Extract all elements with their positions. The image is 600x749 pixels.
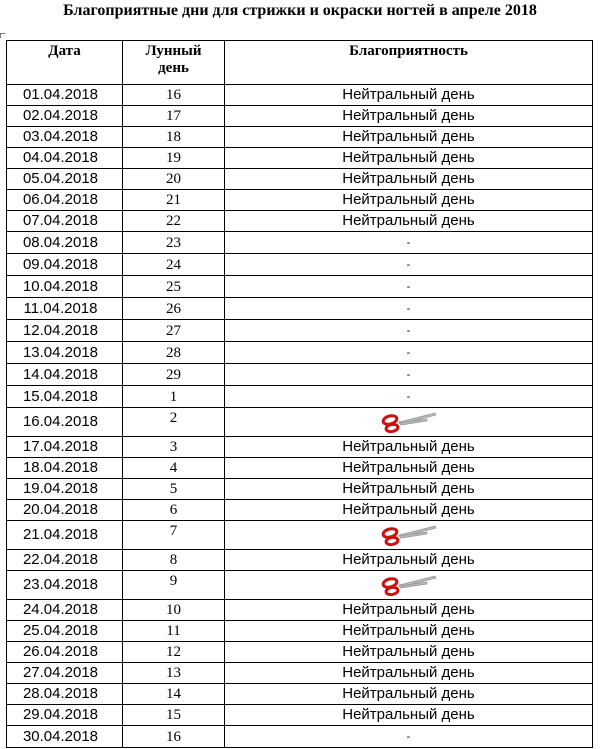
cell-favorability bbox=[225, 232, 593, 254]
cell-favorability bbox=[225, 386, 593, 408]
cell-date: 08.04.2018 bbox=[7, 232, 123, 254]
table-row bbox=[7, 550, 593, 571]
cell-favorability bbox=[225, 621, 593, 642]
cell-moon-day: 17 bbox=[123, 106, 225, 127]
neutral-day-text: Нейтральный день bbox=[342, 438, 475, 455]
table-row bbox=[7, 600, 593, 621]
cell-date: 24.04.2018 bbox=[7, 600, 123, 621]
cell-date: 22.04.2018 bbox=[7, 550, 123, 571]
table-anchor-mark bbox=[0, 33, 5, 38]
neutral-day-text: Нейтральный день bbox=[342, 480, 475, 497]
table-row bbox=[7, 458, 593, 479]
table-row bbox=[7, 726, 593, 748]
dash-text: - bbox=[406, 303, 411, 315]
scissors-icon bbox=[381, 410, 437, 434]
table-row bbox=[7, 342, 593, 364]
table-row bbox=[7, 437, 593, 458]
table-row bbox=[7, 386, 593, 408]
cell-favorability bbox=[225, 500, 593, 521]
header-moon-line2: день bbox=[158, 60, 189, 76]
cell-moon-day: 28 bbox=[123, 342, 225, 364]
cell-favorability bbox=[225, 571, 593, 600]
dash-text: - bbox=[406, 237, 411, 249]
cell-date: 07.04.2018 bbox=[7, 211, 123, 232]
cell-favorability bbox=[225, 726, 593, 748]
table-row bbox=[7, 642, 593, 663]
cell-date: 13.04.2018 bbox=[7, 342, 123, 364]
cell-date: 12.04.2018 bbox=[7, 320, 123, 342]
table-row bbox=[7, 190, 593, 211]
cell-favorability bbox=[225, 276, 593, 298]
table-row bbox=[7, 298, 593, 320]
cell-favorability bbox=[225, 458, 593, 479]
table-row bbox=[7, 106, 593, 127]
table-body bbox=[7, 85, 593, 748]
neutral-day-text: Нейтральный день bbox=[342, 212, 475, 229]
scissors-icon bbox=[381, 573, 437, 597]
neutral-day-text: Нейтральный день bbox=[342, 685, 475, 702]
dash-text: - bbox=[406, 369, 411, 381]
cell-moon-day: 29 bbox=[123, 364, 225, 386]
cell-moon-day: 23 bbox=[123, 232, 225, 254]
cell-date: 05.04.2018 bbox=[7, 169, 123, 190]
header-date: Дата bbox=[7, 41, 123, 85]
cell-moon-day: 27 bbox=[123, 320, 225, 342]
cell-date: 29.04.2018 bbox=[7, 705, 123, 726]
cell-date: 14.04.2018 bbox=[7, 364, 123, 386]
neutral-day-text: Нейтральный день bbox=[342, 706, 475, 723]
cell-moon-day: 19 bbox=[123, 148, 225, 169]
cell-moon-day: 24 bbox=[123, 254, 225, 276]
table-row bbox=[7, 500, 593, 521]
dash-text: - bbox=[406, 259, 411, 271]
cell-date: 04.04.2018 bbox=[7, 148, 123, 169]
neutral-day-text: Нейтральный день bbox=[342, 191, 475, 208]
table-row bbox=[7, 479, 593, 500]
cell-date: 01.04.2018 bbox=[7, 85, 123, 106]
neutral-day-text: Нейтральный день bbox=[342, 170, 475, 187]
neutral-day-text: Нейтральный день bbox=[342, 107, 475, 124]
table-row bbox=[7, 408, 593, 437]
cell-moon-day: 18 bbox=[123, 127, 225, 148]
cell-moon-day: 25 bbox=[123, 276, 225, 298]
table-row bbox=[7, 320, 593, 342]
cell-moon-day: 1 bbox=[123, 386, 225, 408]
neutral-day-text: Нейтральный день bbox=[342, 501, 475, 518]
header-moon-day bbox=[123, 41, 225, 85]
dash-text: - bbox=[406, 281, 411, 293]
cell-favorability bbox=[225, 684, 593, 705]
neutral-day-text: Нейтральный день bbox=[342, 664, 475, 681]
cell-favorability bbox=[225, 663, 593, 684]
cell-moon-day: 9 bbox=[123, 571, 225, 600]
scissors-icon bbox=[381, 523, 437, 547]
cell-favorability bbox=[225, 298, 593, 320]
table-row bbox=[7, 169, 593, 190]
cell-date: 27.04.2018 bbox=[7, 663, 123, 684]
cell-favorability bbox=[225, 479, 593, 500]
neutral-day-text: Нейтральный день bbox=[342, 459, 475, 476]
table-row bbox=[7, 705, 593, 726]
cell-date: 16.04.2018 bbox=[7, 408, 123, 437]
cell-moon-day: 4 bbox=[123, 458, 225, 479]
cell-date: 28.04.2018 bbox=[7, 684, 123, 705]
header-favorability: Благоприятность bbox=[225, 41, 593, 85]
cell-favorability bbox=[225, 254, 593, 276]
cell-moon-day: 12 bbox=[123, 642, 225, 663]
neutral-day-text: Нейтральный день bbox=[342, 622, 475, 639]
cell-moon-day: 26 bbox=[123, 298, 225, 320]
page-title: Благоприятные дни для стрижки и окраски ногтей в апреле 2018 bbox=[63, 2, 537, 19]
cell-favorability bbox=[225, 342, 593, 364]
dash-text: - bbox=[406, 391, 411, 403]
table-row bbox=[7, 85, 593, 106]
cell-moon-day: 13 bbox=[123, 663, 225, 684]
cell-date: 10.04.2018 bbox=[7, 276, 123, 298]
cell-moon-day: 10 bbox=[123, 600, 225, 621]
neutral-day-text: Нейтральный день bbox=[342, 643, 475, 660]
cell-moon-day: 7 bbox=[123, 521, 225, 550]
cell-favorability bbox=[225, 190, 593, 211]
dash-text: - bbox=[406, 325, 411, 337]
cell-favorability bbox=[225, 600, 593, 621]
cell-moon-day: 16 bbox=[123, 726, 225, 748]
table-row bbox=[7, 621, 593, 642]
table-row bbox=[7, 364, 593, 386]
neutral-day-text: Нейтральный день bbox=[342, 128, 475, 145]
cell-date: 23.04.2018 bbox=[7, 571, 123, 600]
cell-favorability bbox=[225, 211, 593, 232]
cell-favorability bbox=[225, 169, 593, 190]
calendar-table bbox=[6, 40, 593, 748]
neutral-day-text: Нейтральный день bbox=[342, 551, 475, 568]
table-row bbox=[7, 276, 593, 298]
cell-favorability bbox=[225, 705, 593, 726]
cell-date: 11.04.2018 bbox=[7, 298, 123, 320]
cell-favorability bbox=[225, 320, 593, 342]
table-row bbox=[7, 663, 593, 684]
cell-moon-day: 8 bbox=[123, 550, 225, 571]
cell-favorability bbox=[225, 364, 593, 386]
cell-moon-day: 20 bbox=[123, 169, 225, 190]
cell-moon-day: 21 bbox=[123, 190, 225, 211]
neutral-day-text: Нейтральный день bbox=[342, 86, 475, 103]
cell-moon-day: 6 bbox=[123, 500, 225, 521]
cell-moon-day: 5 bbox=[123, 479, 225, 500]
cell-date: 21.04.2018 bbox=[7, 521, 123, 550]
dash-text: - bbox=[406, 731, 411, 743]
dash-text: - bbox=[406, 347, 411, 359]
cell-favorability bbox=[225, 521, 593, 550]
cell-date: 25.04.2018 bbox=[7, 621, 123, 642]
cell-moon-day: 2 bbox=[123, 408, 225, 437]
table-row bbox=[7, 127, 593, 148]
cell-favorability bbox=[225, 148, 593, 169]
cell-favorability bbox=[225, 642, 593, 663]
cell-favorability bbox=[225, 408, 593, 437]
cell-moon-day: 22 bbox=[123, 211, 225, 232]
table-row bbox=[7, 148, 593, 169]
cell-date: 15.04.2018 bbox=[7, 386, 123, 408]
cell-date: 30.04.2018 bbox=[7, 726, 123, 748]
cell-moon-day: 14 bbox=[123, 684, 225, 705]
cell-moon-day: 11 bbox=[123, 621, 225, 642]
cell-moon-day: 16 bbox=[123, 85, 225, 106]
table-row bbox=[7, 571, 593, 600]
cell-moon-day: 15 bbox=[123, 705, 225, 726]
cell-date: 18.04.2018 bbox=[7, 458, 123, 479]
cell-date: 02.04.2018 bbox=[7, 106, 123, 127]
table-row bbox=[7, 521, 593, 550]
neutral-day-text: Нейтральный день bbox=[342, 149, 475, 166]
neutral-day-text: Нейтральный день bbox=[342, 601, 475, 618]
cell-date: 17.04.2018 bbox=[7, 437, 123, 458]
cell-favorability bbox=[225, 127, 593, 148]
cell-favorability bbox=[225, 106, 593, 127]
cell-date: 20.04.2018 bbox=[7, 500, 123, 521]
table-header-row bbox=[7, 41, 593, 85]
cell-date: 09.04.2018 bbox=[7, 254, 123, 276]
cell-date: 03.04.2018 bbox=[7, 127, 123, 148]
cell-date: 19.04.2018 bbox=[7, 479, 123, 500]
table-row bbox=[7, 684, 593, 705]
cell-favorability bbox=[225, 550, 593, 571]
cell-moon-day: 3 bbox=[123, 437, 225, 458]
cell-favorability bbox=[225, 437, 593, 458]
cell-favorability bbox=[225, 85, 593, 106]
table-row bbox=[7, 211, 593, 232]
cell-date: 26.04.2018 bbox=[7, 642, 123, 663]
header-moon-line1: Лунный bbox=[145, 43, 202, 59]
table-row bbox=[7, 254, 593, 276]
table-row bbox=[7, 232, 593, 254]
cell-date: 06.04.2018 bbox=[7, 190, 123, 211]
